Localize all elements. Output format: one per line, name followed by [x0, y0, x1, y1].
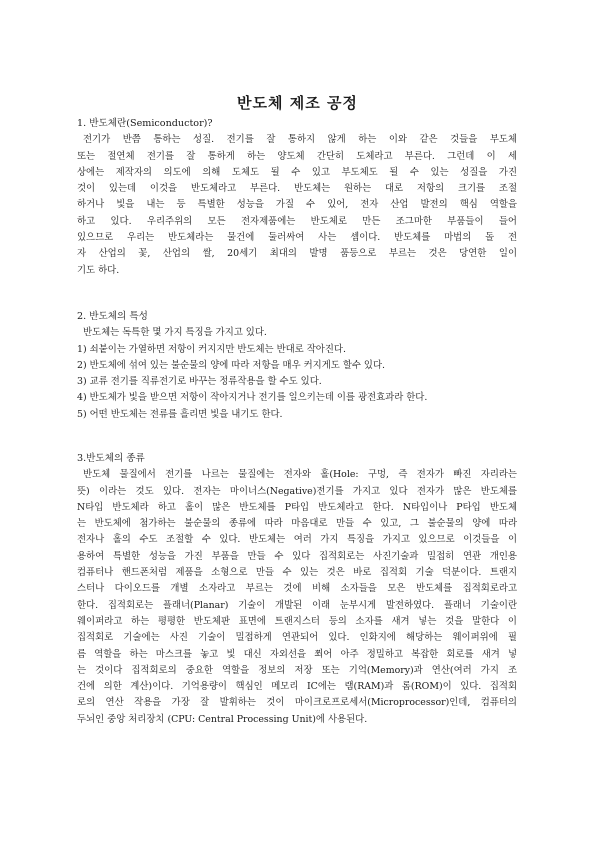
section-what-is-semiconductor — [77, 116, 517, 279]
paragraph-line: 것이 있는데 이것을 반도체라고 부른다. 반도체는 원하는 대로 저항의 크기를 조절 — [77, 183, 517, 195]
paragraph-line: 스터나 다이오드를 개별 소자라고 부르는 것에 비해 소자들을 모은 반도체를 집적회로라고 — [77, 583, 517, 595]
paragraph-line: 는 것이다 집적회로의 중요한 역할을 정보의 저장 또는 기억(Memory)과 연산(여러 가지 조 — [77, 664, 517, 676]
paragraph-line: 전기가 반쯤 통하는 성질. 전기를 잘 통하지 않게 하는 이와 같은 것들을 부도체 — [83, 134, 517, 146]
paragraph-line: 하고 있다. 우리주위의 모든 전자제품에는 반도체로 만든 조그마한 부품들이 들어 — [77, 215, 517, 227]
list-item: 1) 쇠붙이는 가열하면 저항이 커지지만 반도체는 반대로 작아진다. — [77, 343, 346, 355]
list-item: 2) 반도체에 섞여 있는 불순물의 양에 따라 저항을 매우 커지게도 할수 있다. — [77, 359, 386, 371]
paragraph-line: 용하여 특별한 성능을 가진 부품을 만들 수 있다 집적회로는 사진기술과 밀접히 연관 개인용 — [77, 550, 517, 562]
paragraph-line: 한다. 집적회로는 플래너(Planar) 기술이 개발된 이래 눈부시게 발전하였다. 플래너 기술이란 — [77, 599, 517, 611]
section-heading: 2. 반도체의 특성 — [77, 311, 148, 322]
paragraph-line: 두뇌인 중앙 처리장치 (CPU: Central Processing Unit)에 사용된다. — [77, 713, 368, 725]
document-title: 반도체 제조 공정 — [237, 94, 358, 112]
list-item: 4) 반도체가 빛을 받으면 저항이 작아지거나 전기를 일으키는데 이를 광전효과라 한다. — [77, 392, 428, 404]
paragraph-line: 또는 절연체 전기를 잘 통하게 하는 양도체 간단히 도체라고 부른다. 그런데 이 세 — [77, 150, 517, 162]
paragraph-line: 로의 연산 작용을 가장 잘 발휘하는 것이 마이크로프로세서(Microprocessor)인데, 컴퓨터의 — [77, 697, 517, 709]
paragraph-line: 름 역할을 하는 마스크를 놓고 빛 대신 자외선을 쬐어 아주 정밀하고 복잡한 회로를 새겨 넣 — [77, 648, 517, 660]
paragraph-line: 자 산업의 꽃, 산업의 쌀, 20세기 최대의 발명 품등으로 부르는 것은 당연한 일이 — [77, 248, 517, 260]
paragraph-line: 컴퓨터나 핸드폰처럼 제품을 소형으로 만들 수 있는 것은 바로 집적회 기술 덕분이다. 트랜지 — [77, 567, 517, 579]
list-item: 3) 교류 전기를 직류전기로 바꾸는 정류작용을 할 수도 있다. — [77, 376, 322, 388]
paragraph-line: 반도체는 독특한 몇 가지 특징을 가지고 있다. — [83, 327, 267, 339]
paragraph-line: 는 반도체에 첨가하는 불순물의 종류에 따라 마음대로 만들 수 있고, 그 불순물의 양에 따라 — [77, 518, 517, 530]
section-semiconductor-types — [77, 451, 517, 728]
paragraph-line: 반도체 물질에서 전기를 나르는 물질에는 전자와 홀(Hole: 구멍, 즉 전자가 빠진 자리라는 — [83, 469, 517, 481]
section-heading: 1. 반도체란(Semiconductor)? — [77, 118, 213, 129]
paragraph-line: 건에 의한 계산)이다. 기억용량이 핵심인 메모리 IC에는 램(RAM)과 롬(ROM)이 있다. 집적회 — [77, 681, 517, 693]
paragraph-line: 있으므로 우리는 반도체라는 물건에 둘러싸여 사는 셈이다. 반도체를 마법의 돌 전 — [77, 232, 517, 244]
section-semiconductor-properties — [77, 309, 517, 423]
paragraph-line: 웨이퍼라고 하는 평평한 반도체판 표면에 트랜지스터 등의 소자를 새겨 넣는 것을 말한다 이 — [77, 615, 517, 627]
paragraph-line: N타입 반도체라 하고 홀이 많은 반도체를 P타입 반도체라고 한다. N타입이나 P타입 반도체 — [77, 501, 517, 513]
section-heading: 3.반도체의 종류 — [77, 453, 145, 464]
paragraph-line: 기도 하다. — [77, 264, 120, 276]
list-item: 5) 어떤 반도체는 전류를 흘리면 빛을 내기도 한다. — [77, 408, 283, 420]
paragraph-line: 전자나 홀의 수도 조절할 수 있다. 반도체는 여러 가지 특징을 가지고 있으므로 이것들을 이 — [77, 534, 517, 546]
paragraph-line: 뜻) 이라는 것도 있다. 전자는 마이너스(Negative)전기를 가지고 있다 전자가 많은 반도체를 — [77, 485, 517, 497]
paragraph-line: 집적회로 기술에는 사진 기술이 밀접하게 연관되어 있다. 인화지에 해당하는 웨이퍼위에 필 — [77, 632, 517, 644]
paragraph-line: 하거나 빛을 내는 등 특별한 성능을 가질 수 있어, 전자 산업 발전의 핵심 역할을 — [77, 199, 517, 211]
paragraph-line: 상에는 제작자의 의도에 의해 도체도 될 수 있고 부도체도 될 수 있는 성질을 가진 — [77, 166, 517, 178]
